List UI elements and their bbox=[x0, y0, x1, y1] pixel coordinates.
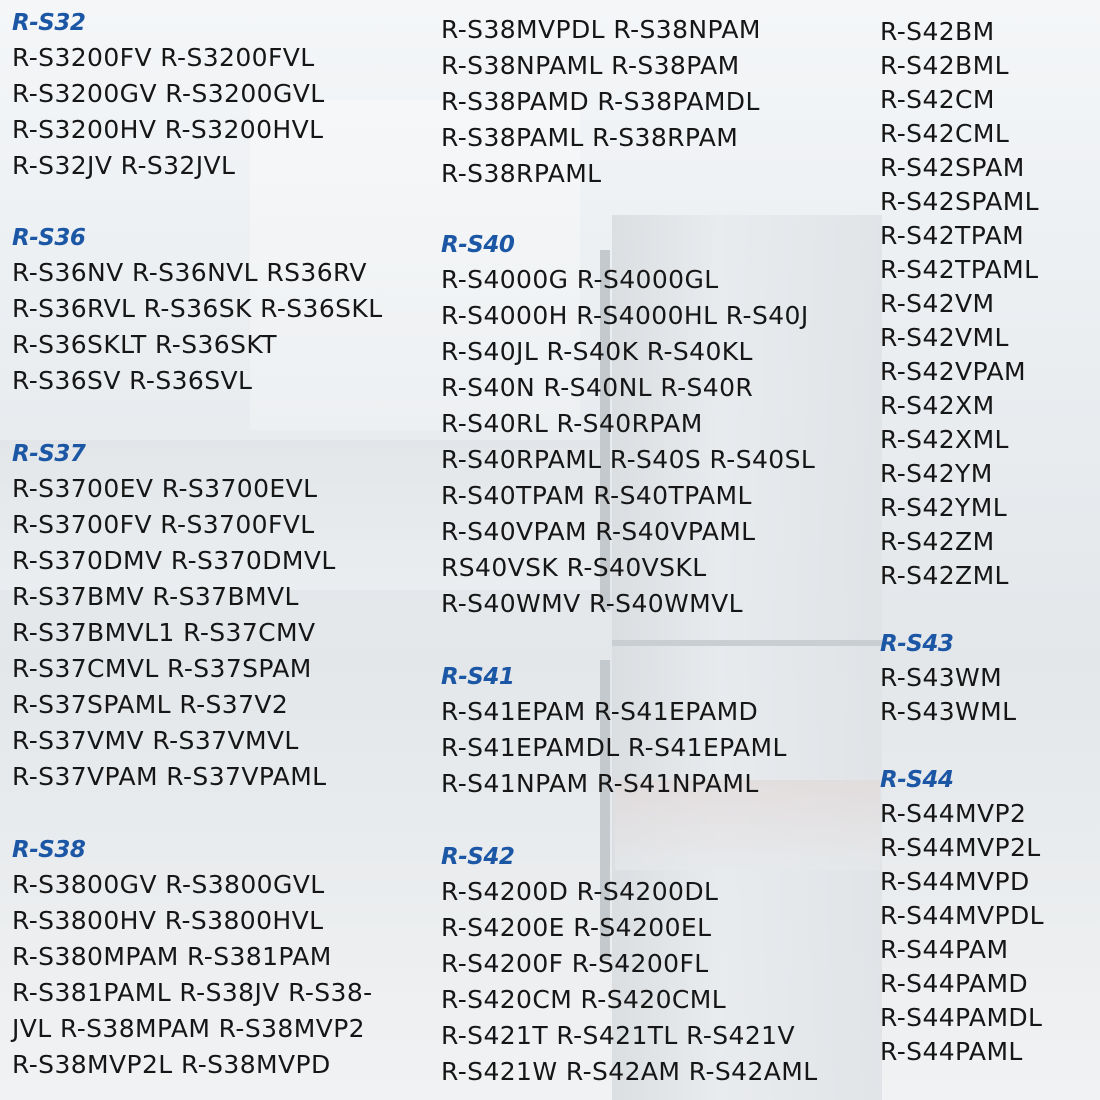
model-line: R-S421T R-S421TL R-S421V bbox=[441, 1021, 795, 1050]
model-line: R-S3700EV R-S3700EVL bbox=[12, 474, 318, 503]
group-r-s42 bbox=[441, 840, 871, 1090]
model-line: R-S3800GV R-S3800GVL bbox=[12, 870, 325, 899]
model-line: R-S36NV R-S36NVL RS36RV bbox=[12, 258, 367, 287]
model-line: R-S40RL R-S40RPAM bbox=[441, 409, 703, 438]
model-line: R-S43WM bbox=[880, 663, 1003, 692]
model-line: R-S3800HV R-S3800HVL bbox=[12, 906, 324, 935]
series-heading: R-S37 bbox=[12, 441, 86, 467]
model-line: R-S4200D R-S4200DL bbox=[441, 877, 719, 906]
model-line: R-S44MVPDL bbox=[880, 901, 1044, 930]
model-line: R-S41NPAM R-S41NPAML bbox=[441, 769, 759, 798]
group-r-s37 bbox=[12, 437, 432, 795]
group-r-s41 bbox=[441, 660, 871, 802]
model-line: R-S32JV R-S32JVL bbox=[12, 151, 236, 180]
model-line: R-S38MVPDL R-S38NPAM bbox=[441, 15, 761, 44]
model-line: RS40VSK R-S40VSKL bbox=[441, 553, 707, 582]
model-line: R-S42BM bbox=[880, 17, 995, 46]
model-line: R-S44PAMDL bbox=[880, 1003, 1043, 1032]
model-line: R-S4000H R-S4000HL R-S40J bbox=[441, 301, 809, 330]
model-line: R-S41EPAMDL R-S41EPAML bbox=[441, 733, 787, 762]
model-line: R-S42VML bbox=[880, 323, 1009, 352]
model-line: R-S37BMV R-S37BMVL bbox=[12, 582, 299, 611]
model-line: JVL R-S38MPAM R-S38MVP2 bbox=[12, 1014, 365, 1043]
group-r-s32 bbox=[12, 6, 432, 184]
model-line: R-S420CM R-S420CML bbox=[441, 985, 727, 1014]
model-line: R-S381PAML R-S38JV R-S38- bbox=[12, 978, 373, 1007]
group-r-s38-continued bbox=[441, 12, 871, 192]
model-line: R-S42YM bbox=[880, 459, 993, 488]
model-line: R-S3200HV R-S3200HVL bbox=[12, 115, 324, 144]
group-r-s40 bbox=[441, 228, 871, 622]
model-line: R-S421W R-S42AM R-S42AML bbox=[441, 1057, 818, 1086]
model-line: R-S38PAML R-S38RPAM bbox=[441, 123, 739, 152]
model-line: R-S4000G R-S4000GL bbox=[441, 265, 719, 294]
model-line: R-S42TPAML bbox=[880, 255, 1039, 284]
model-line: R-S380MPAM R-S381PAM bbox=[12, 942, 332, 971]
model-line: R-S40N R-S40NL R-S40R bbox=[441, 373, 754, 402]
model-line: R-S36RVL R-S36SK R-S36SKL bbox=[12, 294, 383, 323]
series-heading: R-S38 bbox=[12, 837, 86, 863]
model-line: R-S37SPAML R-S37V2 bbox=[12, 690, 289, 719]
model-line: R-S44MVP2L bbox=[880, 833, 1041, 862]
model-line: R-S44PAML bbox=[880, 1037, 1023, 1066]
series-heading: R-S41 bbox=[441, 664, 515, 690]
model-line: R-S36SKLT R-S36SKT bbox=[12, 330, 277, 359]
model-line: R-S370DMV R-S370DMVL bbox=[12, 546, 336, 575]
model-line: R-S37CMVL R-S37SPAM bbox=[12, 654, 312, 683]
model-line: R-S38PAMD R-S38PAMDL bbox=[441, 87, 760, 116]
model-line: R-S42XM bbox=[880, 391, 995, 420]
model-line: R-S4200F R-S4200FL bbox=[441, 949, 709, 978]
series-heading: R-S42 bbox=[441, 844, 515, 870]
model-line: R-S42SPAM bbox=[880, 153, 1025, 182]
series-heading: R-S44 bbox=[880, 767, 954, 793]
model-line: R-S37VMV R-S37VMVL bbox=[12, 726, 299, 755]
model-line: R-S44MVPD bbox=[880, 867, 1030, 896]
model-line: R-S40VPAM R-S40VPAML bbox=[441, 517, 756, 546]
model-line: R-S42VM bbox=[880, 289, 995, 318]
series-heading: R-S36 bbox=[12, 225, 86, 251]
model-line: R-S38RPAML bbox=[441, 159, 602, 188]
model-line: R-S3700FV R-S3700FVL bbox=[12, 510, 315, 539]
group-r-s44 bbox=[880, 763, 1095, 1069]
model-line: R-S42TPAM bbox=[880, 221, 1025, 250]
series-heading: R-S40 bbox=[441, 232, 515, 258]
model-line: R-S42CM bbox=[880, 85, 995, 114]
model-line: R-S41EPAM R-S41EPAMD bbox=[441, 697, 759, 726]
model-line: R-S38NPAML R-S38PAM bbox=[441, 51, 740, 80]
model-line: R-S42ZM bbox=[880, 527, 995, 556]
model-line: R-S3200FV R-S3200FVL bbox=[12, 43, 315, 72]
model-line: R-S42SPAML bbox=[880, 187, 1040, 216]
model-line: R-S37VPAM R-S37VPAML bbox=[12, 762, 327, 791]
model-line: R-S42YML bbox=[880, 493, 1008, 522]
model-line: R-S36SV R-S36SVL bbox=[12, 366, 253, 395]
model-line: R-S44PAMD bbox=[880, 969, 1029, 998]
group-r-s43 bbox=[880, 627, 1095, 729]
model-line: R-S44PAM bbox=[880, 935, 1009, 964]
model-line: R-S38MVP2L R-S38MVPD bbox=[12, 1050, 331, 1079]
model-line: R-S40JL R-S40K R-S40KL bbox=[441, 337, 753, 366]
model-line: R-S42XML bbox=[880, 425, 1009, 454]
model-line: R-S44MVP2 bbox=[880, 799, 1027, 828]
model-line: R-S3200GV R-S3200GVL bbox=[12, 79, 325, 108]
model-line: R-S37BMVL1 R-S37CMV bbox=[12, 618, 316, 647]
model-line: R-S40WMV R-S40WMVL bbox=[441, 589, 743, 618]
model-line: R-S42CML bbox=[880, 119, 1010, 148]
group-r-s36 bbox=[12, 221, 432, 399]
model-line: R-S4200E R-S4200EL bbox=[441, 913, 712, 942]
model-line: R-S43WML bbox=[880, 697, 1017, 726]
series-heading: R-S43 bbox=[880, 631, 954, 657]
series-heading: R-S32 bbox=[12, 10, 86, 36]
model-line: R-S42BML bbox=[880, 51, 1009, 80]
group-r-s42-continued bbox=[880, 15, 1095, 593]
model-line: R-S40TPAM R-S40TPAML bbox=[441, 481, 752, 510]
model-line: R-S42ZML bbox=[880, 561, 1009, 590]
model-line: R-S40RPAML R-S40S R-S40SL bbox=[441, 445, 816, 474]
model-line: R-S42VPAM bbox=[880, 357, 1026, 386]
group-r-s38 bbox=[12, 833, 432, 1083]
